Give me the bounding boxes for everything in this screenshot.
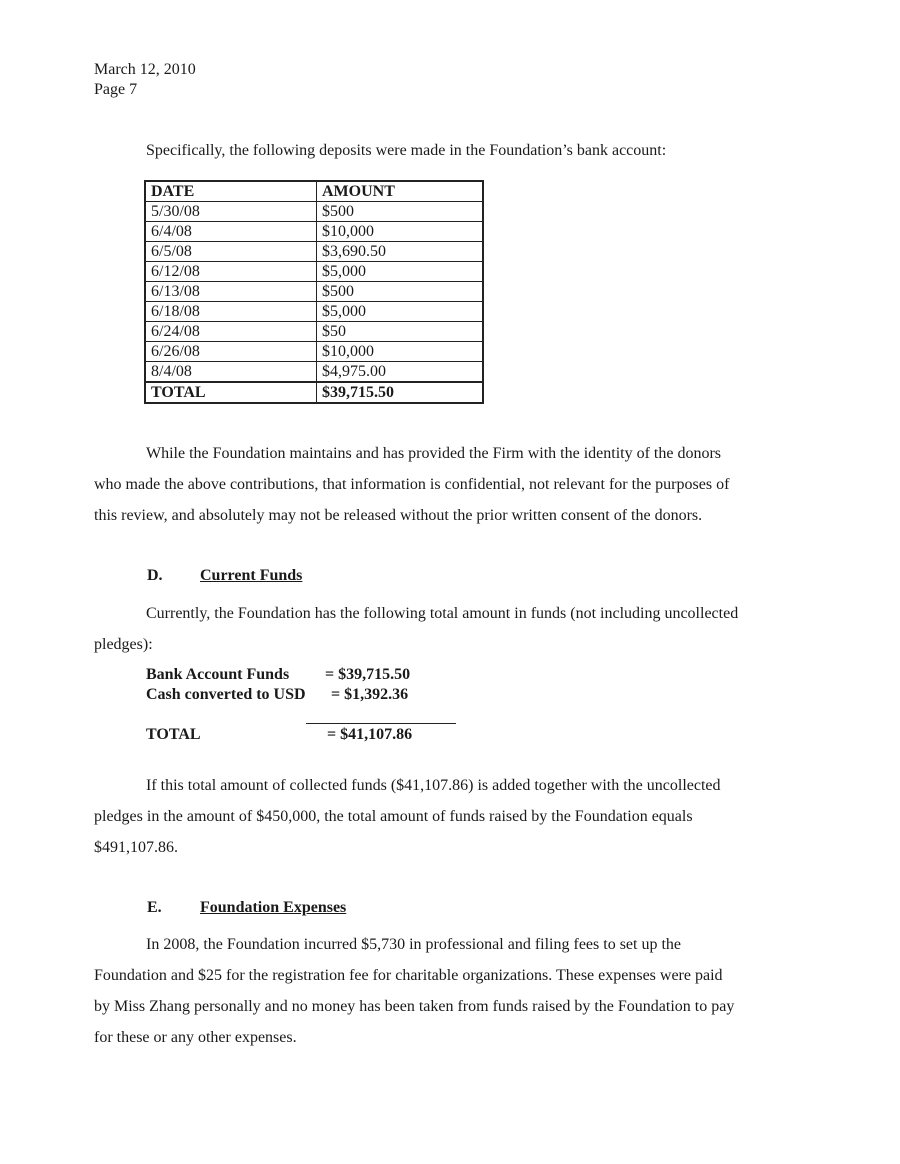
amount-cell: $4,975.00	[317, 362, 484, 383]
paragraph-expenses	[94, 929, 814, 1053]
paragraph-line: If this total amount of collected funds ($41,107.86) is added together with the uncollected	[146, 777, 721, 794]
paragraph-line: $491,107.86.	[94, 839, 178, 856]
table-row	[145, 282, 483, 302]
paragraph-line: pledges):	[94, 636, 153, 653]
paragraph-line: who made the above contributions, that information is confidential, not relevant for the purposes of	[94, 476, 730, 493]
table-row	[145, 242, 483, 262]
paragraph-line: this review, and absolutely may not be released without the prior written consent of the donors.	[94, 507, 703, 524]
bank-funds-label: Bank Account Funds	[146, 666, 290, 683]
amount-cell: $500	[317, 282, 484, 302]
table-row	[145, 342, 483, 362]
date-cell: 6/24/08	[145, 322, 317, 342]
paragraph-line: by Miss Zhang personally and no money has been taken from funds raised by the Foundation to pay	[94, 998, 735, 1015]
table-header-row	[145, 181, 483, 202]
table-total-row	[145, 382, 483, 403]
section-e-letter: E.	[147, 899, 162, 916]
date-cell: 6/26/08	[145, 342, 317, 362]
bank-funds-value: = $39,715.50	[325, 666, 411, 683]
date-cell: 5/30/08	[145, 202, 317, 222]
table-row	[145, 222, 483, 242]
paragraph-line: In 2008, the Foundation incurred $5,730 in professional and filing fees to set up the	[146, 936, 682, 953]
total-value-cell: $39,715.50	[317, 382, 484, 403]
header-page-number: Page 7	[94, 81, 138, 98]
table-row	[145, 202, 483, 222]
table-row	[145, 302, 483, 322]
paragraph-total-raised	[94, 770, 814, 863]
total-divider-line	[306, 723, 456, 724]
section-d-letter: D.	[147, 567, 163, 584]
table-row	[145, 362, 483, 383]
amount-cell: $10,000	[317, 342, 484, 362]
date-cell: 6/12/08	[145, 262, 317, 282]
deposits-table	[144, 180, 484, 404]
amount-cell: $3,690.50	[317, 242, 484, 262]
date-cell: 6/13/08	[145, 282, 317, 302]
amount-cell: $10,000	[317, 222, 484, 242]
date-cell: 6/5/08	[145, 242, 317, 262]
amount-cell: $500	[317, 202, 484, 222]
cash-converted-value: = $1,392.36	[331, 686, 409, 703]
amount-cell: $5,000	[317, 302, 484, 322]
amount-cell: $50	[317, 322, 484, 342]
funds-total-label: TOTAL	[146, 726, 201, 743]
paragraph-donors	[94, 438, 814, 531]
intro-text: Specifically, the following deposits were made in the Foundation’s bank account:	[146, 142, 667, 159]
header-date: March 12, 2010	[94, 61, 196, 78]
paragraph-line: Foundation and $25 for the registration fee for charitable organizations. These expenses were paid	[94, 967, 723, 984]
section-d-title: Current Funds	[200, 567, 303, 584]
table-row	[145, 262, 483, 282]
amount-cell: $5,000	[317, 262, 484, 282]
paragraph-line: Currently, the Foundation has the following total amount in funds (not including uncollected	[146, 605, 739, 622]
paragraph-line: pledges in the amount of $450,000, the total amount of funds raised by the Foundation equals	[94, 808, 693, 825]
date-cell: 8/4/08	[145, 362, 317, 383]
date-cell: 6/4/08	[145, 222, 317, 242]
funds-total-value: = $41,107.86	[327, 726, 413, 743]
total-label-cell: TOTAL	[145, 382, 317, 403]
section-e-title: Foundation Expenses	[200, 899, 347, 916]
paragraph-line: While the Foundation maintains and has provided the Firm with the identity of the donors	[146, 445, 722, 462]
header-amount-cell: AMOUNT	[317, 181, 484, 202]
paragraph-current-funds	[94, 598, 814, 660]
table-row	[145, 322, 483, 342]
cash-converted-label: Cash converted to USD	[146, 686, 306, 703]
date-cell: 6/18/08	[145, 302, 317, 322]
paragraph-line: for these or any other expenses.	[94, 1029, 297, 1046]
header-date-cell: DATE	[145, 181, 317, 202]
